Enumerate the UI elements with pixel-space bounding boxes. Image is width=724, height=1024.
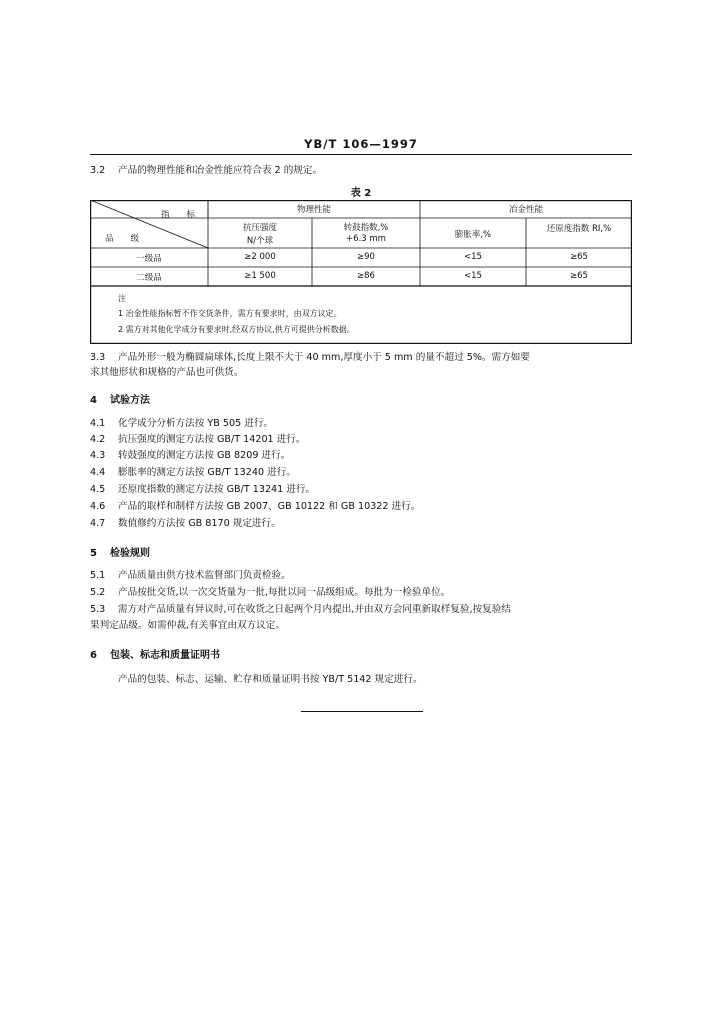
note-label: 注 bbox=[118, 294, 126, 303]
clause-text: 还原度指数的测定方法按 GB/T 13241 进行。 bbox=[118, 484, 316, 495]
clause-text: 产品质量由供方技术监督部门负责检验。 bbox=[118, 570, 291, 581]
clause-text: 产品外形一般为椭圆扁球体,长度上限不大于 40 mm,厚度小于 5 mm 的量不超过 5%。需方如要 bbox=[118, 352, 530, 363]
clause-3-3-line1 bbox=[90, 351, 530, 365]
clause-4-5 bbox=[90, 483, 315, 497]
clause-4-1 bbox=[90, 417, 273, 431]
table-caption: 表 2 bbox=[350, 188, 372, 199]
clause-5-2 bbox=[90, 586, 450, 600]
clause-4-2 bbox=[90, 433, 306, 447]
corner-grade-label: 品 级 bbox=[104, 234, 139, 244]
clause-text: 产品的取样和制样方法按 GB 2007、GB 10122 和 GB 10322 进行。 bbox=[118, 501, 421, 512]
clause-text: 膨胀率的测定方法按 GB/T 13240 进行。 bbox=[118, 467, 296, 478]
clause-3-3-line2: 求其他形状和规格的产品也可供货。 bbox=[90, 367, 244, 378]
clause-number: 4.7 bbox=[90, 518, 106, 529]
table-2 bbox=[90, 200, 632, 344]
note-item: 2 需方对其他化学成分有要求时,经双方协议,供方可提供分析数据。 bbox=[118, 325, 355, 334]
section-5-heading bbox=[90, 544, 150, 559]
clause-number: 5.1 bbox=[90, 570, 106, 581]
group-physical: 物理性能 bbox=[296, 205, 331, 215]
clause-4-7 bbox=[90, 517, 281, 531]
clause-number: 3.3 bbox=[90, 352, 106, 363]
clause-text: 需方对产品质量有异议时,可在收货之日起两个月内提出,并由双方会同重新取样复验,按复验结 bbox=[118, 604, 511, 615]
clause-number: 4.2 bbox=[90, 434, 106, 445]
corner-indicator-label: 指 标 bbox=[160, 210, 195, 220]
clause-text: 转鼓强度的测定方法按 GB 8209 进行。 bbox=[118, 450, 291, 461]
section-4-heading bbox=[90, 391, 150, 406]
clause-number: 4.4 bbox=[90, 467, 106, 478]
row-compressive: ≥1 500 bbox=[244, 271, 276, 281]
section-number: 6 bbox=[90, 650, 97, 661]
section-title: 包装、标志和质量证明书 bbox=[110, 650, 220, 661]
row-tumbler: ≥90 bbox=[357, 252, 375, 262]
clause-number: 4.6 bbox=[90, 501, 106, 512]
clause-text: 产品按批交货,以一次交货量为一批,每批以同一品级组成。每批为一检验单位。 bbox=[118, 587, 451, 598]
clause-number: 5.3 bbox=[90, 604, 106, 615]
note-item: 1 冶金性能指标暂不作交货条件，需方有要求时，由双方议定。 bbox=[118, 309, 342, 318]
col-reducibility: 还原度指数 RI,% bbox=[546, 224, 612, 234]
clause-5-1 bbox=[90, 569, 291, 583]
row-compressive: ≥2 000 bbox=[244, 252, 276, 262]
clause-number: 4.3 bbox=[90, 450, 106, 461]
end-of-document-rule bbox=[301, 711, 423, 712]
section-6-text: 产品的包装、标志、运输、贮存和质量证明书按 YB/T 5142 规定进行。 bbox=[118, 674, 423, 685]
clause-text: 数值修约方法按 GB 8170 规定进行。 bbox=[118, 518, 281, 529]
section-6-heading bbox=[90, 646, 220, 661]
clause-number: 3.2 bbox=[90, 165, 106, 176]
clause-text: 抗压强度的测定方法按 GB/T 14201 进行。 bbox=[118, 434, 306, 445]
clause-5-3-line2: 果判定品级。如需仲裁,有关事宜由双方议定。 bbox=[90, 620, 285, 631]
col-compressive: 抗压强度 bbox=[242, 223, 277, 233]
col-swelling: 膨胀率,% bbox=[454, 230, 492, 240]
row-grade: 一级品 bbox=[136, 254, 162, 264]
col-tumbler-sub: +6.3 mm bbox=[346, 234, 386, 244]
row-swelling: <15 bbox=[464, 252, 482, 262]
section-number: 4 bbox=[90, 395, 97, 406]
row-swelling: <15 bbox=[464, 271, 482, 281]
clause-4-4 bbox=[90, 466, 296, 480]
col-compressive-unit: N/个球 bbox=[246, 236, 274, 246]
group-metallurgical: 冶金性能 bbox=[508, 205, 543, 215]
row-reducibility: ≥65 bbox=[570, 271, 588, 281]
section-title: 试验方法 bbox=[110, 395, 150, 406]
clause-4-6 bbox=[90, 500, 420, 514]
row-tumbler: ≥86 bbox=[357, 271, 375, 281]
col-tumbler: 转鼓指数,% bbox=[343, 223, 389, 233]
standard-code-header: YB/T 106—1997 bbox=[304, 137, 418, 151]
section-title: 检验规则 bbox=[110, 548, 150, 559]
clause-3-2 bbox=[90, 164, 322, 178]
clause-number: 4.1 bbox=[90, 418, 106, 429]
clause-number: 4.5 bbox=[90, 484, 106, 495]
clause-5-3-line1 bbox=[90, 603, 511, 617]
clause-number: 5.2 bbox=[90, 587, 106, 598]
clause-text: 产品的物理性能和冶金性能应符合表 2 的规定。 bbox=[118, 165, 323, 176]
section-number: 5 bbox=[90, 548, 97, 559]
row-grade: 二级品 bbox=[136, 273, 162, 283]
clause-4-3 bbox=[90, 449, 290, 463]
header-rule bbox=[90, 154, 632, 155]
clause-text: 化学成分分析方法按 YB 505 进行。 bbox=[118, 418, 274, 429]
row-reducibility: ≥65 bbox=[570, 252, 588, 262]
